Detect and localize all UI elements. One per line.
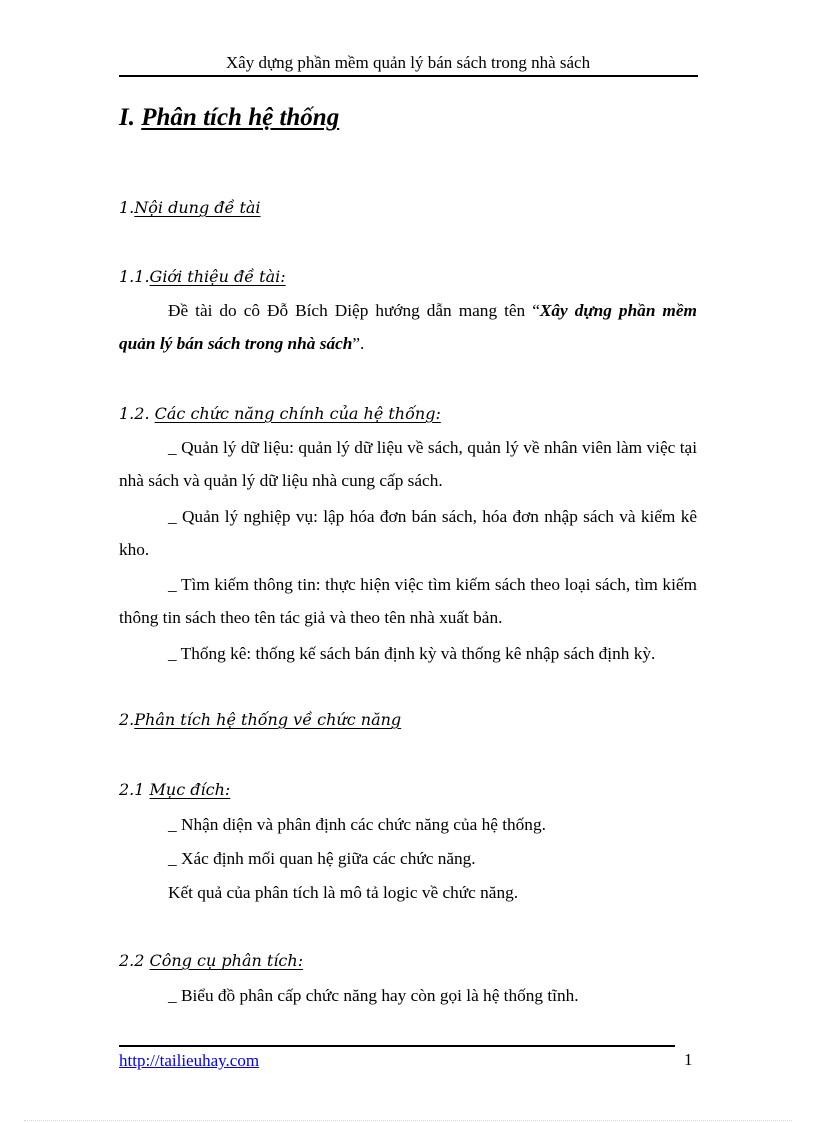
purpose-item-2: _ Xác định mối quan hệ giữa các chức năng.	[168, 849, 476, 868]
section-title: Phân tích hệ thống về chức năng	[134, 710, 402, 729]
section-heading-2-2	[119, 951, 303, 971]
section-heading-1	[119, 198, 261, 218]
section-title: Công cụ phân tích:	[149, 951, 304, 970]
chapter-number: I.	[119, 104, 135, 131]
function-item-search: _ Tìm kiếm thông tin: thực hiện việc tìm kiếm sách theo loại sách, tìm kiếm thông tin sách theo tên tác giả và theo tên nhà xuất bản.	[119, 575, 697, 627]
chapter-heading	[119, 102, 339, 134]
section-number: 1.	[119, 198, 135, 217]
section-number: 2.	[119, 710, 135, 729]
intro-text: Đề tài do cô Đỗ Bích Diệp hướng dẫn mang tên “	[168, 301, 540, 320]
section-heading-1-2	[119, 404, 441, 424]
footer-rule	[119, 1045, 675, 1047]
running-header-title: Xây dựng phần mềm quản lý bán sách trong nhà sách	[225, 53, 591, 72]
intro-paragraph	[119, 294, 697, 360]
section-title: Các chức năng chính của hệ thống:	[154, 404, 441, 423]
section-title: Nội dung đề tài	[134, 198, 261, 217]
tool-item-1: _ Biểu đồ phân cấp chức năng hay còn gọi là hệ thống tĩnh.	[168, 986, 579, 1005]
section-heading-2	[119, 710, 401, 730]
section-number: 2.2	[119, 951, 145, 970]
section-title: Giới thiệu đề tài:	[149, 267, 286, 286]
page-number: 1	[684, 1050, 693, 1069]
section-number: 2.1	[119, 780, 145, 799]
function-item-business: _ Quản lý nghiệp vụ: lập hóa đơn bán sách, hóa đơn nhập sách và kiểm kê kho.	[119, 507, 697, 559]
function-item-statistics: _ Thống kê: thống kế sách bán định kỳ và thống kê nhập sách định kỳ.	[168, 644, 656, 663]
function-item-data-management: _ Quản lý dữ liệu: quản lý dữ liệu về sách, quản lý về nhân viên làm việc tại nhà sách và quản lý dữ liệu nhà cung cấp sách.	[119, 438, 697, 490]
intro-suffix: ”.	[352, 334, 365, 353]
project-name: Xây dựng phần mềm quản lý bán sách trong nhà sách	[119, 301, 697, 353]
header-rule	[119, 75, 698, 77]
section-heading-1-1	[119, 267, 286, 287]
section-heading-2-1	[119, 780, 230, 800]
purpose-item-1: _ Nhận diện và phân định các chức năng của hệ thống.	[168, 815, 546, 834]
section-number: 1.2.	[119, 404, 150, 423]
section-title: Mục đích:	[149, 780, 231, 799]
page-boundary	[24, 1120, 792, 1121]
footer-link[interactable]: http://tailieuhay.com	[119, 1051, 260, 1070]
section-number: 1.1.	[119, 267, 150, 286]
purpose-item-3: Kết quả của phân tích là mô tả logic về chức năng.	[168, 883, 519, 902]
chapter-title: Phân tích hệ thống	[141, 104, 340, 131]
